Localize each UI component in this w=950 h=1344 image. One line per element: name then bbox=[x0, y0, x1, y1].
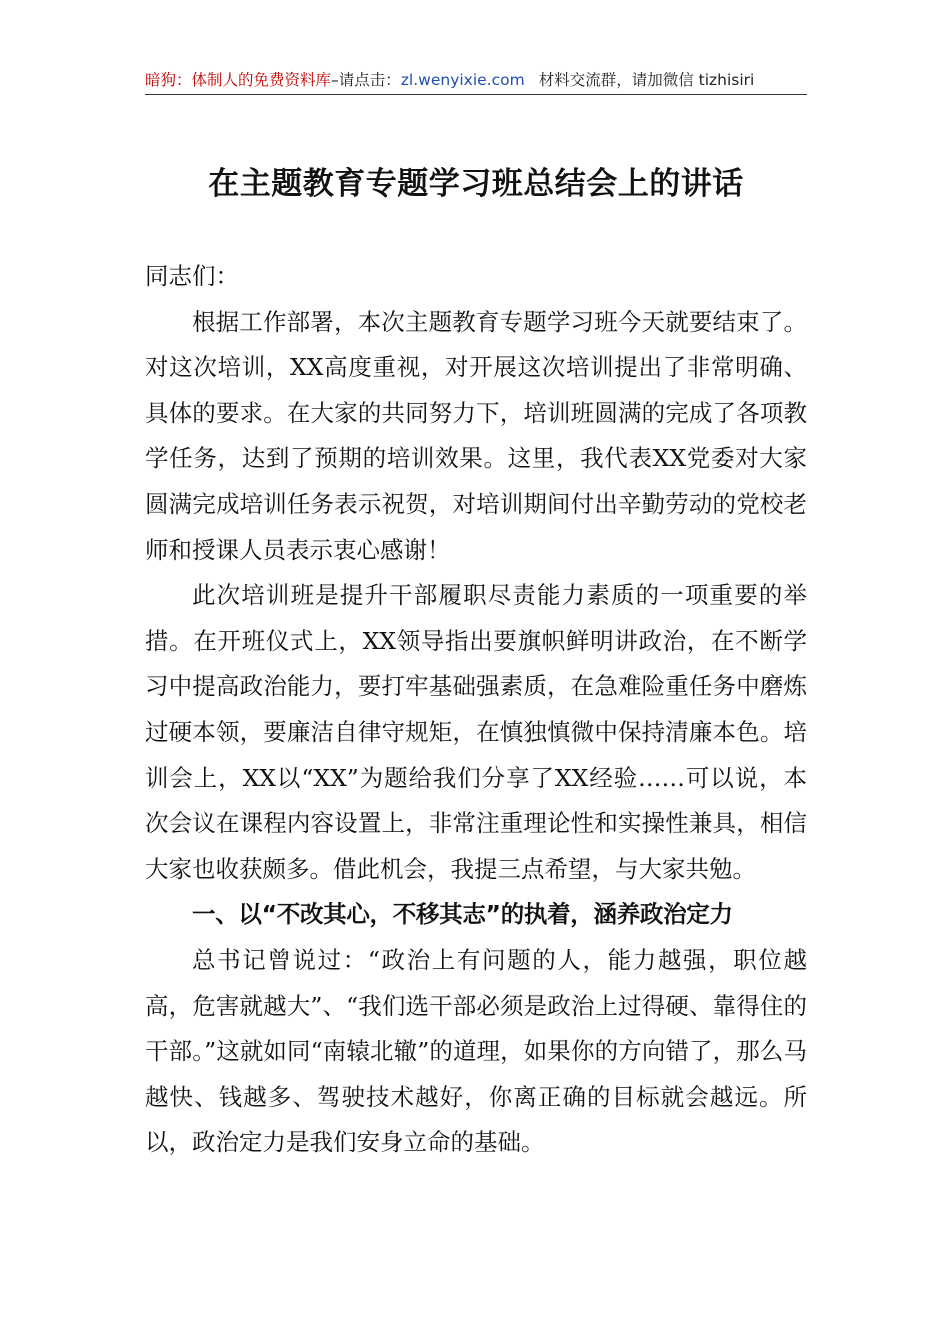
paragraph-1: 根据工作部署，本次主题教育专题学习班今天就要结束了。对这次培训，XX高度重视，对开展这次培训提出了非常明确、具体的要求。在大家的共同努力下，培训班圆满的完成了各项教学任务，达到了预期的培训效果。这里，我代表XX党委对大家圆满完成培训任务表示祝贺，对培训期间付出辛勤劳动的党校老师和授课人员表示衷心感谢！ bbox=[145, 307, 807, 564]
document-title: 在主题教育专题学习班总结会上的讲话 bbox=[208, 166, 744, 202]
header-contact: 材料交流群，请加微信 tizhisiri bbox=[538, 71, 755, 89]
header-click-prefix: –请点击： bbox=[331, 71, 401, 89]
paragraph-2: 此次培训班是提升干部履职尽责能力素质的一项重要的举措。在开班仪式上，XX领导指出要旗帜鲜明讲政治，在不断学习中提高政治能力，要打牢基础强素质，在急难险重任务中磨炼过硬本领，要廉洁自律守规矩，在慎独慎微中保持清廉本色。培训会上，XX以“XX”为题给我们分享了XX经验……可以说，本次会议在课程内容设置上，非常注重理论性和实操性兼具，相信大家也收获颇多。借此机会，我提三点希望，与大家共勉。 bbox=[145, 581, 807, 883]
salutation: 同志们： bbox=[145, 262, 239, 290]
document-body bbox=[145, 254, 807, 1166]
section-heading-1: 一、以“不改其心，不移其志”的执着，涵养政治定力 bbox=[192, 900, 733, 929]
header-url-link[interactable]: zl.wenyixie.com bbox=[400, 71, 525, 89]
page-header bbox=[145, 66, 807, 95]
section-paragraph-1: 总书记曾说过：“政治上有问题的人，能力越强，职位越高，危害就越大”、“我们选干部必须是政治上过得硬、靠得住的干部。”这就如同“南辕北辙”的道理，如果你的方向错了，那么马越快、钱越多、驾驶技术越好，你离正确的目标就会越远。所以，政治定力是我们安身立命的基础。 bbox=[145, 945, 807, 1157]
header-brand: 暗狗：体制人的免费资料库 bbox=[145, 71, 332, 89]
